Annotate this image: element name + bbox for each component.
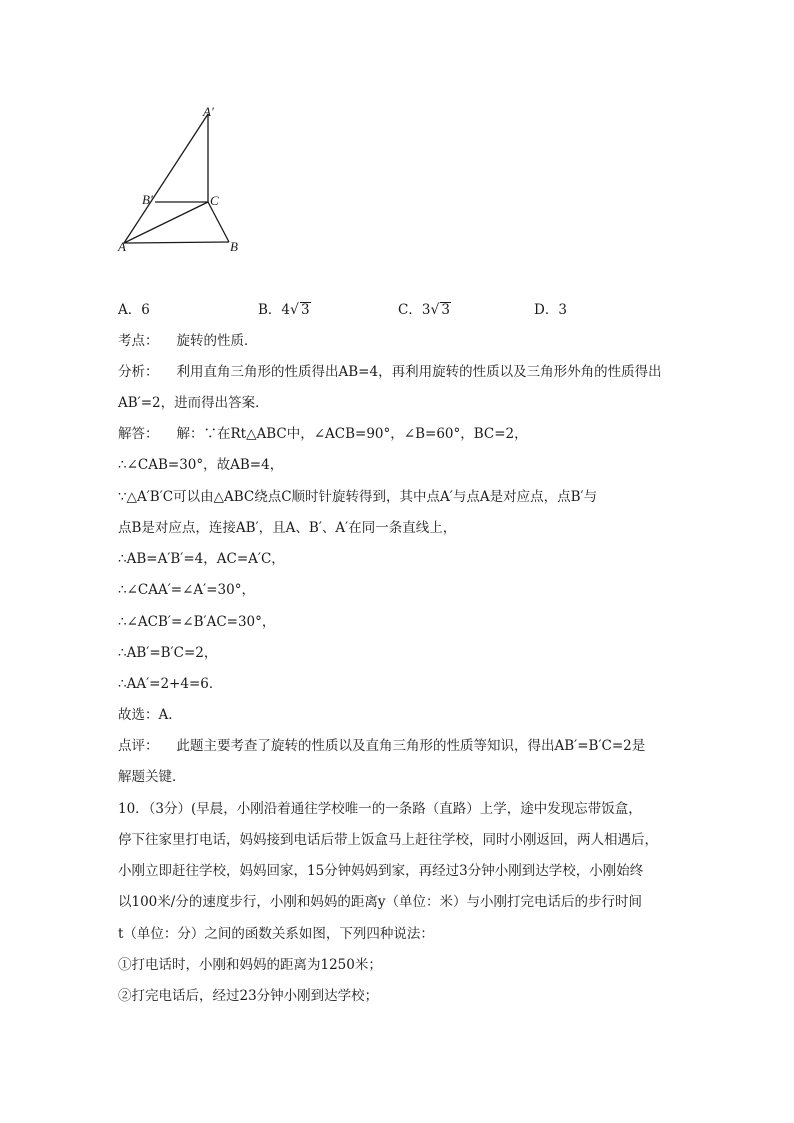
answer-choices xyxy=(118,300,678,320)
jieda-line: ∴AA′=2+4=6． xyxy=(118,676,223,692)
problem-line: t（单位：分）之间的函数关系如图，下列四种说法： xyxy=(118,926,434,942)
segment-a-aprime xyxy=(124,114,208,243)
problem-line: ①打电话时，小刚和妈妈的距离为1250米； xyxy=(118,957,382,973)
kaodian-text: 旋转的性质． xyxy=(176,333,258,349)
label-b: B xyxy=(230,239,238,254)
jieda-line: 故选：A． xyxy=(118,707,182,723)
radicand: 3 xyxy=(441,302,450,318)
jieda-label: 解答： xyxy=(118,426,159,442)
label-c: C xyxy=(210,193,219,208)
jieda-line: ∴AB=A′B′=4，AC=A′C， xyxy=(118,551,285,567)
choice-letter: D． xyxy=(534,302,559,318)
choice-value: 3 xyxy=(558,302,567,318)
jieda-line-1 xyxy=(118,424,678,444)
jieda-line: ∴∠CAB=30°，故AB=4， xyxy=(118,457,284,473)
fenxi-label: 分析： xyxy=(118,364,159,380)
choice-letter: B． xyxy=(258,302,282,318)
jieda-line: ∴∠ACB′=∠B′AC=30°， xyxy=(118,614,276,630)
radical-sign: √ xyxy=(290,302,299,318)
choice-letter: C． xyxy=(398,302,422,318)
segment-c-b xyxy=(208,202,229,242)
fenxi-line-2: AB′=2，进而得出答案． xyxy=(118,395,269,411)
choice-value: 6 xyxy=(141,302,150,318)
choice-coef: 4 xyxy=(281,302,291,318)
jieda-line: 点B是对应点，连接AB′，且A、B′、A′在同一条直线上， xyxy=(118,520,457,536)
choice-coef: 3 xyxy=(421,302,431,318)
problem-line: ②打完电话后，经过23分钟小刚到达学校； xyxy=(118,988,379,1004)
problem-line: 停下往家里打电话，妈妈接到电话后带上饭盒马上赶往学校，同时小刚返回，两人相遇后， xyxy=(118,832,658,848)
label-a: A xyxy=(118,239,126,254)
choice-c xyxy=(398,300,451,320)
kaodian-label: 考点： xyxy=(118,333,159,349)
choice-d xyxy=(534,300,567,320)
choice-b xyxy=(258,300,311,320)
fenxi-line-1 xyxy=(118,362,678,382)
problem-line: 以100米/分的速度步行，小刚和妈妈的距离y（单位：米）与小刚打完电话后的步行时间 xyxy=(118,894,642,910)
label-a-prime: A′ xyxy=(203,104,214,119)
choice-letter: A． xyxy=(118,302,142,318)
jieda-line: ∴AB′=B′C=2， xyxy=(118,645,218,661)
jieda-line: ∵△A′B′C可以由△ABC绕点C顺时针旋转得到，其中点A′与点A是对应点，点B′与 xyxy=(118,489,598,505)
dianping-text-1: 此题主要考查了旋转的性质以及直角三角形的性质等知识，得出AB′=B′C=2是 xyxy=(176,738,646,754)
radicand: 3 xyxy=(300,302,310,318)
dianping-line-1 xyxy=(118,736,678,756)
dianping-line-2: 解题关键． xyxy=(118,769,186,785)
jieda-line: ∴∠CAA′=∠A′=30°， xyxy=(118,582,255,598)
segment-a-b xyxy=(124,242,229,243)
radical-sign: √ xyxy=(430,302,440,318)
label-b-prime: B′ xyxy=(142,192,153,207)
problem-line: 小刚立即赶往学校，妈妈回家，15分钟妈妈到家，再经过3分钟小刚到达学校，小刚始终 xyxy=(118,863,644,879)
choice-a xyxy=(118,300,150,320)
dianping-label: 点评： xyxy=(118,738,159,754)
fenxi-text-1: 利用直角三角形的性质得出AB=4，再利用旋转的性质以及三角形外角的性质得出 xyxy=(176,364,662,380)
problem-line: 10．（3分）(早晨，小刚沿着通往学校唯一的一条路（直路）上学，途中发现忘带饭盒， xyxy=(118,801,642,817)
jieda-text-1: 解：∵在Rt△ABC中，∠ACB=90°，∠B=60°，BC=2， xyxy=(176,426,528,442)
triangle-figure xyxy=(112,98,262,258)
kaodian-line xyxy=(118,331,678,351)
